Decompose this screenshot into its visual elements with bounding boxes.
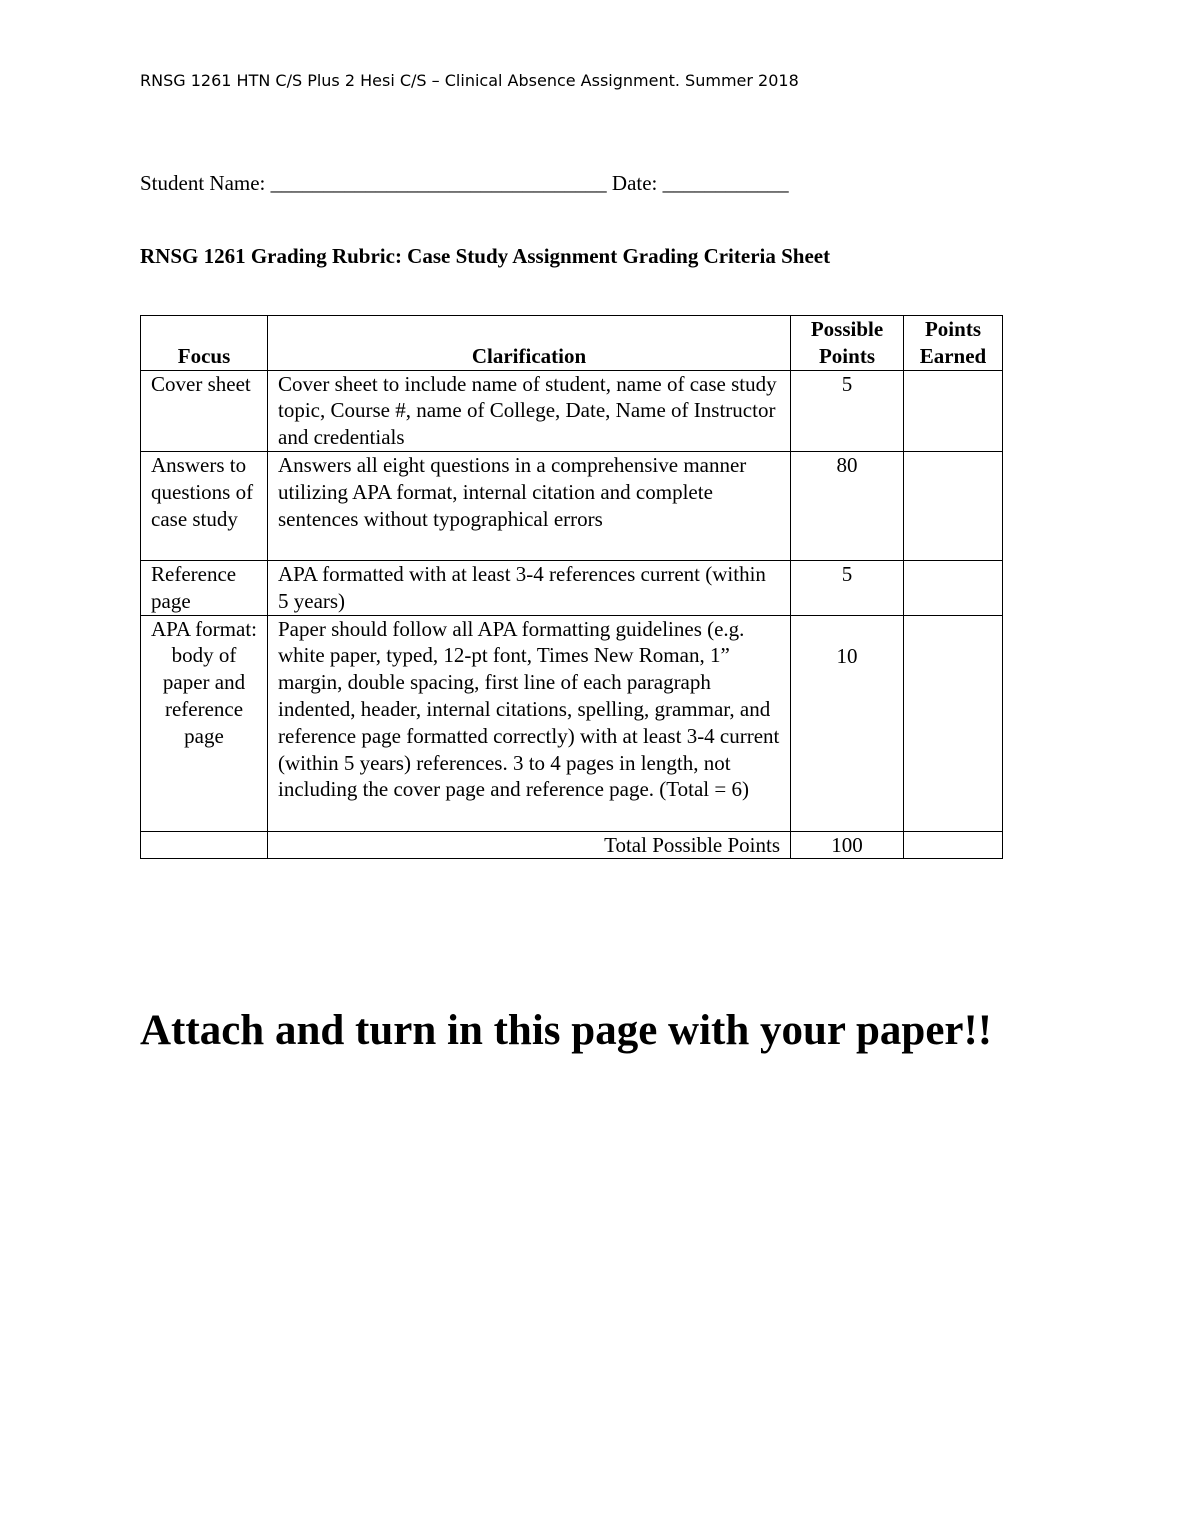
student-info-line xyxy=(140,169,789,197)
total-value-cell: 100 xyxy=(791,831,904,859)
clarification-cell: APA formatted with at least 3-4 references current (within 5 years) xyxy=(268,560,791,615)
table-total-row xyxy=(141,831,1003,859)
attach-notice: Attach and turn in this page with your paper!! xyxy=(140,1007,993,1054)
document-header: RNSG 1261 HTN C/S Plus 2 Hesi C/S – Clinical Absence Assignment. Summer 2018 xyxy=(140,71,799,90)
focus-cell: Cover sheet xyxy=(141,370,268,451)
points-earned-cell xyxy=(904,451,1003,560)
clarification-cell: Cover sheet to include name of student, name of case study topic, Course #, name of College, Date, Name of Instructor and credentials xyxy=(268,370,791,451)
total-empty-cell xyxy=(141,831,268,859)
possible-points-cell: 80 xyxy=(791,451,904,560)
table-header-row xyxy=(141,316,1003,371)
header-possible-points: Possible Points xyxy=(791,316,904,371)
possible-points-cell: 5 xyxy=(791,370,904,451)
focus-cell: Answers to questions of case study xyxy=(141,451,268,560)
table-row xyxy=(141,451,1003,560)
table-row xyxy=(141,560,1003,615)
points-earned-cell xyxy=(904,560,1003,615)
clarification-cell: Answers all eight questions in a comprehensive manner utilizing APA format, internal citation and complete sentences without typographical errors xyxy=(268,451,791,560)
total-label-cell: Total Possible Points xyxy=(268,831,791,859)
points-earned-cell xyxy=(904,615,1003,831)
header-focus: Focus xyxy=(141,316,268,371)
header-clarification: Clarification xyxy=(268,316,791,371)
possible-points-cell: 10 xyxy=(791,615,904,831)
total-earned-cell xyxy=(904,831,1003,859)
focus-cell: Reference page xyxy=(141,560,268,615)
focus-cell: APA format: body of paper and reference page xyxy=(141,615,268,831)
points-earned-cell xyxy=(904,370,1003,451)
grading-rubric-table xyxy=(140,315,1003,859)
possible-points-cell: 5 xyxy=(791,560,904,615)
date-field: Date: ____________ xyxy=(611,171,789,195)
table-row xyxy=(141,615,1003,831)
clarification-cell: Paper should follow all APA formatting guidelines (e.g. white paper, typed, 12-pt font, Times New Roman, 1” margin, double spacing, first line of each paragraph indented, header, internal citations, spelling, grammar, and reference page formatted correctly) with at least 3-4 current (within 5 years) references. 3 to 4 pages in length, not including the cover page and reference page. (Total = 6) xyxy=(268,615,791,831)
header-points-earned: Points Earned xyxy=(904,316,1003,371)
student-name-field: Student Name: ________________________________ xyxy=(140,171,607,195)
rubric-title: RNSG 1261 Grading Rubric: Case Study Assignment Grading Criteria Sheet xyxy=(140,244,831,268)
table-row xyxy=(141,370,1003,451)
